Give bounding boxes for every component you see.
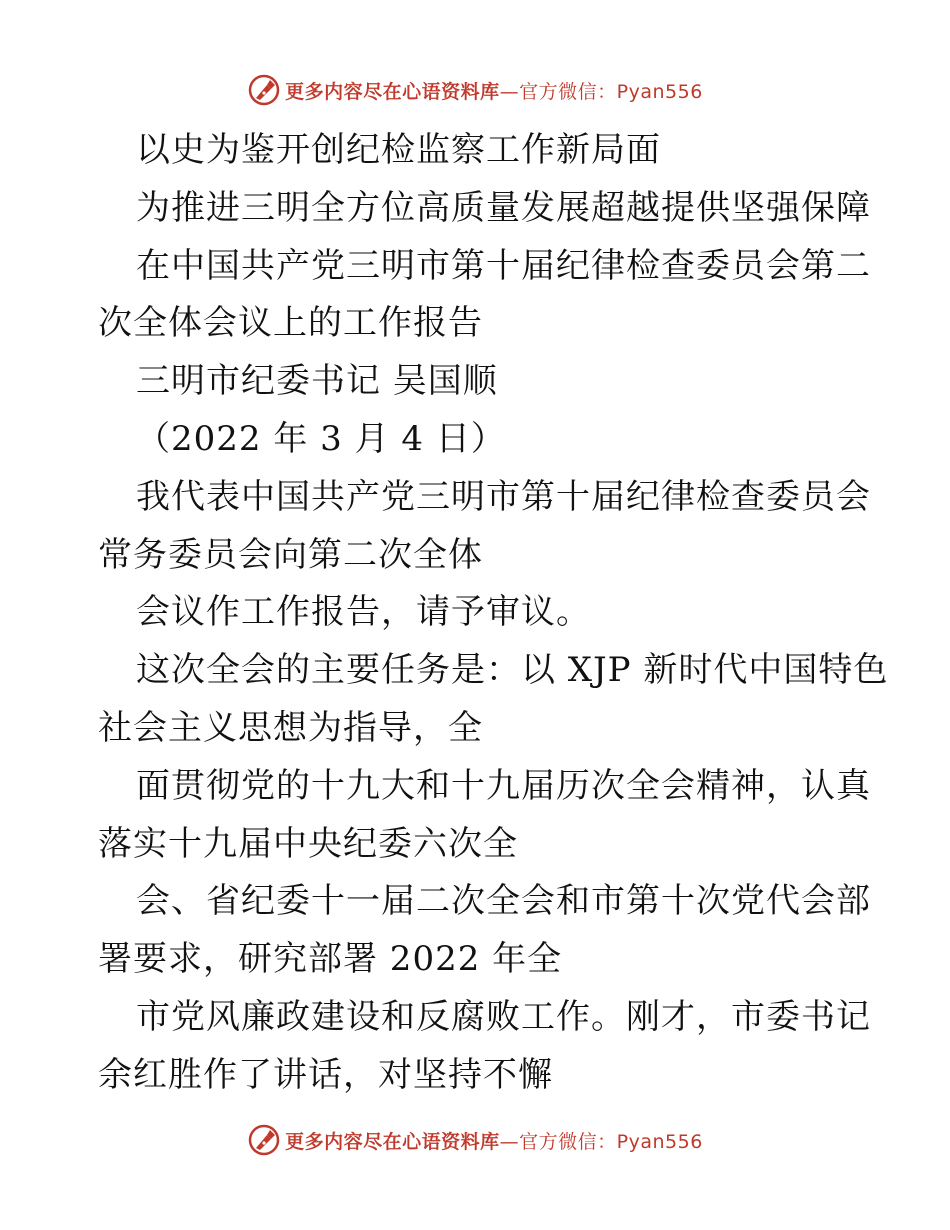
doc-line: 余红胜作了讲话，对坚持不懈 (98, 1054, 553, 1095)
doc-line: 会、省纪委十一届二次全会和市第十次党代会部 (136, 881, 871, 922)
doc-line: 以史为鉴开创纪检监察工作新局面 (136, 130, 661, 170)
banner-text (285, 77, 703, 104)
doc-line: 在中国共产党三明市第十届纪律检查委员会第二 (136, 245, 871, 286)
doc-line: 面贯彻党的十九大和十九届历次全会精神，认真 (136, 765, 871, 806)
doc-line: 常务委员会向第二次全体 (98, 534, 483, 575)
doc-line: 为推进三明全方位高质量发展超越提供坚强保障 (136, 187, 871, 228)
banner-text (285, 1127, 703, 1154)
pen-nib-logo-icon (247, 1123, 281, 1157)
banner-wechat: 官方微信：Pyan556 (519, 1130, 703, 1153)
doc-line: 社会主义思想为指导，全 (98, 707, 483, 748)
doc-line: 这次全会的主要任务是：以 XJP 新时代中国特色 (136, 650, 889, 691)
pen-nib-logo-icon (247, 73, 281, 107)
doc-line: 市党风廉政建设和反腐败工作。刚才，市委书记 (136, 996, 871, 1037)
doc-line: 会议作工作报告，请予审议。 (136, 592, 591, 633)
banner-dash: — (499, 1130, 520, 1153)
doc-line: 次全体会议上的工作报告 (98, 303, 483, 344)
banner-site-name: 更多内容尽在心语资料库 (285, 1130, 500, 1153)
doc-line: （2022 年 3 月 4 日） (136, 418, 506, 459)
doc-line: 署要求，研究部署 2022 年全 (98, 939, 563, 980)
footer-banner (0, 1122, 950, 1158)
banner-site-name: 更多内容尽在心语资料库 (285, 80, 500, 103)
banner-dash: — (499, 80, 520, 103)
doc-line: 我代表中国共产党三明市第十届纪律检查委员会 (136, 476, 871, 517)
banner-wechat: 官方微信：Pyan556 (519, 80, 703, 103)
header-banner (0, 72, 950, 108)
doc-line: 三明市纪委书记 吴国顺 (136, 361, 498, 402)
document-body (98, 122, 889, 1105)
doc-line: 落实十九届中央纪委六次全 (98, 823, 518, 864)
